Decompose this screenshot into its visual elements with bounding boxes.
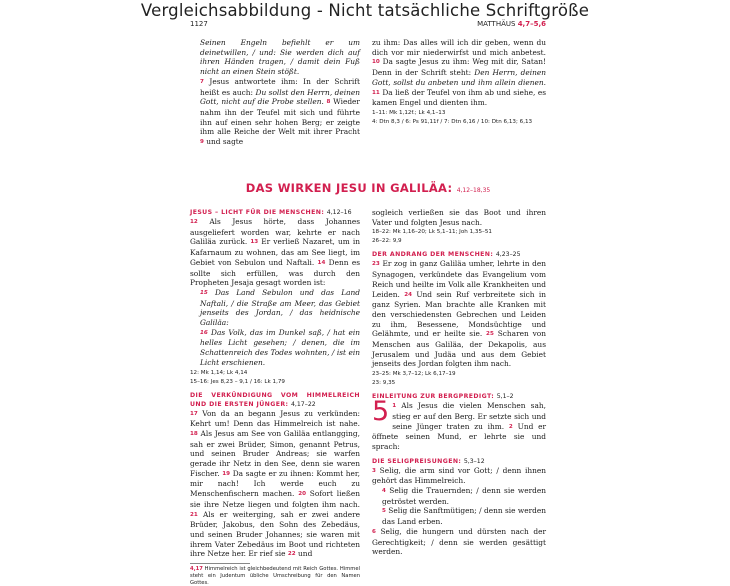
verse-number: 19	[222, 470, 231, 477]
verse-number: 13	[250, 239, 259, 246]
verse-number: 10	[372, 59, 380, 66]
verse-text: und sagte	[206, 137, 244, 147]
verse-15: 15 Das Land Sebulon und das Land Naftali, / die Straße am Meer, das Gebiet jenseits des Jordan, / das heidnische Galiläa:	[200, 287, 360, 328]
verse-text: Jesus antwortete ihm: In der Schrift heißt es auch:	[200, 76, 360, 97]
verse-number: 11	[372, 89, 380, 96]
left-column	[190, 208, 360, 586]
verse-number: 4	[382, 488, 386, 495]
verse-text: zu ihm: Das alles will ich dir geben, wenn du dich vor mir niederwirfst und mich anbetest.	[372, 38, 546, 57]
verse-number: 17	[190, 410, 198, 417]
verse-number: 1	[392, 403, 397, 410]
subheading: DER ANDRANG DER MENSCHEN: 4,23–25	[372, 251, 521, 259]
verse-number: 24	[404, 291, 412, 298]
verse-number: 6	[372, 528, 376, 535]
cross-reference: 12: Mk 1,14; Lk 4,14	[190, 369, 248, 376]
verse-quote: Den Herrn, deinen Gott, sollst du anbeten und ihm allein dienen.	[372, 68, 546, 87]
verse-number: 9	[200, 139, 204, 146]
running-head	[477, 20, 546, 28]
verse-number: 5	[382, 508, 386, 515]
verse-22-cont: sogleich verließen sie das Boot und ihren Vater und folgten Jesus nach.	[372, 208, 546, 227]
verse-number: 23	[372, 261, 380, 268]
subheading: DIE SELIGPREISUNGEN: 5,3–12	[372, 457, 485, 465]
cross-reference: 23: 9,35	[372, 380, 396, 387]
verse-5: 5 Selig die Sanftmütigen; / denn sie werden das Land erben.	[382, 506, 546, 527]
page-number: 1127	[190, 20, 208, 28]
verse-quote-6: Seinen Engeln befiehlt er um deinetwillen, / und: Sie werden dich auf ihren Händen tragen, / damit dein Fuß nicht an einen Stein stößt.	[200, 38, 360, 77]
verse-number: 22	[287, 551, 296, 558]
chapter-dropcap: 5	[372, 396, 390, 428]
verse-text: Wieder nahm ihn der Teufel mit sich und führte ihn auf einen sehr hohen Berg; er zeigte ihm alle Reiche der Welt mit ihrer Pracht	[200, 97, 360, 137]
verse-number: 18	[190, 430, 198, 437]
verse-number: 3	[372, 467, 376, 474]
verse-number: 20	[298, 491, 306, 498]
verse-text: Da sagte Jesus zu ihm: Weg mit dir, Satan! Denn in der Schrift steht:	[372, 57, 546, 78]
comparison-banner: Vergleichsabbildung - Nicht tatsächliche Schriftgröße	[140, 1, 590, 20]
verse-text: Da ließ der Teufel von ihm ab und siehe, es kamen Engel und dienten ihm.	[372, 87, 546, 108]
verse-9-cont	[372, 38, 546, 108]
verse-number: 21	[190, 511, 198, 518]
verse-quote: Du sollst den Herrn, deinen Gott, nicht auf die Probe stellen.	[200, 87, 360, 107]
verse-number: 2	[508, 423, 513, 430]
verse-6: 6 Selig, die hungern und dürsten nach der Gerechtigkeit; / denn sie werden gesättigt werden.	[372, 526, 546, 557]
section-ref: 4,12–18,35	[456, 187, 491, 194]
section-title: DAS WIRKEN JESU IN GALILÄA:	[245, 181, 453, 195]
chapter-5-start: 5 1 Als Jesus die vielen Menschen sah, stieg er auf den Berg. Er setzte sich und seine Jünger traten zu ihm. 2 Und er öffnete seinen Mund, er lehrte sie und sprach:	[372, 396, 546, 451]
verse-17: 17 Von da an begann Jesus zu verkünden: Kehrt um! Denn das Himmelreich ist nahe. 18 Als Jesus am See von Galiläa entlangging, sah er zwei Brüder, Simon, genannt Petrus, und seinen Bruder Andreas; sie warfen gerade ihr Netz in den See, denn sie waren Fischer. 19 Da sagte er zu ihnen: Kommt her, mir nach! Ich werde euch zu Menschenfischern machen. 20 Sofort ließen sie ihre Netze liegen und folgten ihm nach. 21 Als er weiterging, sah er zwei andere Brüder, Jakobus, den Sohn des Zebedäus, und seinen Bruder Johannes; sie waren mit ihrem Vater Zebedäus im Boot und richteten ihre Netze her. Er rief sie 22 und	[190, 408, 360, 559]
verse-7	[190, 77, 360, 148]
verse-number: 7	[200, 78, 204, 85]
running-head-ref: 4,7–5,6	[517, 20, 546, 28]
cross-reference: 4: Dtn 8,3 / 6: Ps 91,11f / 7: Dtn 6,16 / 10: Dtn 6,13; 6,13	[372, 118, 533, 125]
top-right-column	[372, 38, 546, 126]
cross-reference: 15–16: Jes 8,23 – 9,1 / 16: Lk 1,79	[190, 378, 285, 385]
verse-23: 23 Er zog in ganz Galiläa umher, lehrte in den Synagogen, verkündete das Evangelium vom Reich und heilte im Volk alle Krankheiten und Leiden. 24 Und sein Ruf verbreitete sich in ganz Syrien. Man brachte alle Kranken mit den verschiedensten Gebrechen und Leiden zu ihm, Besessene, Mondsüchtige und Gelähmte, und er heilte sie. 25 Scharen von Menschen aus Galiläa, der Dekapolis, aus Jerusalem und Judäa und aus dem Gebiet jenseits des Jordan folgten ihm nach.	[372, 259, 546, 369]
right-column	[372, 208, 546, 557]
cross-reference: 18–22: Mk 1,16–20; Lk 5,1–11; Joh 1,35–51	[372, 229, 492, 236]
verse-4: 4 Selig die Trauernden; / denn sie werden getröstet werden.	[382, 486, 546, 506]
cross-reference: 26–22: 9,9	[372, 238, 402, 245]
cross-reference: 23–25: Mk 3,7–12; Lk 6,17–19	[372, 371, 456, 378]
verse-number: 12	[190, 219, 198, 225]
top-left-column	[190, 38, 360, 148]
footnote: 4,17 Himmelreich ist gleichbedeutend mit Reich Gottes. Himmel steht ein Judentum übliche Umschreibung für den Namen Gottes.	[190, 566, 360, 586]
footnote-rule	[190, 563, 250, 564]
cross-reference: 1–11: Mk 1,12f.; Lk 4,1–13	[372, 109, 446, 116]
subheading: DIE VERKÜNDIGUNG VOM HIMMELREICH UND DIE ERSTEN JÜNGER: 4,17–22	[190, 391, 360, 408]
running-head-book: MATTHÄUS	[477, 20, 516, 28]
verse-number: 16	[200, 329, 208, 336]
subheading: EINLEITUNG ZUR BERGPREDIGT: 5,1–2	[372, 393, 514, 401]
verse-number: 8	[326, 99, 331, 106]
verse-number: 14	[317, 259, 326, 266]
verse-number: 15	[200, 289, 208, 296]
verse-12: 12 Als Jesus hörte, dass Johannes ausgeliefert worden war, kehrte er nach Galiläa zurück. 13 Er verließ Nazaret, um in Kafarnaum zu wohnen, das am See liegt, im Gebiet von Sebulon und Naftali. 14 Denn es sollte sich erfüllen, was durch den Propheten Jesaja gesagt worden ist:	[190, 217, 360, 288]
verse-3: 3 Selig, die arm sind vor Gott; / denn ihnen gehört das Himmelreich.	[372, 465, 546, 486]
verse-16: 16 Das Volk, das im Dunkel saß, / hat ein helles Licht gesehen; / denen, die im Schattenreich des Todes wohnten, / ist ein Licht erschienen.	[200, 327, 360, 367]
verse-number: 25	[486, 331, 494, 338]
subheading: JESUS – LICHT FÜR DIE MENSCHEN: 4,12–16	[190, 209, 352, 216]
section-heading	[190, 181, 546, 195]
